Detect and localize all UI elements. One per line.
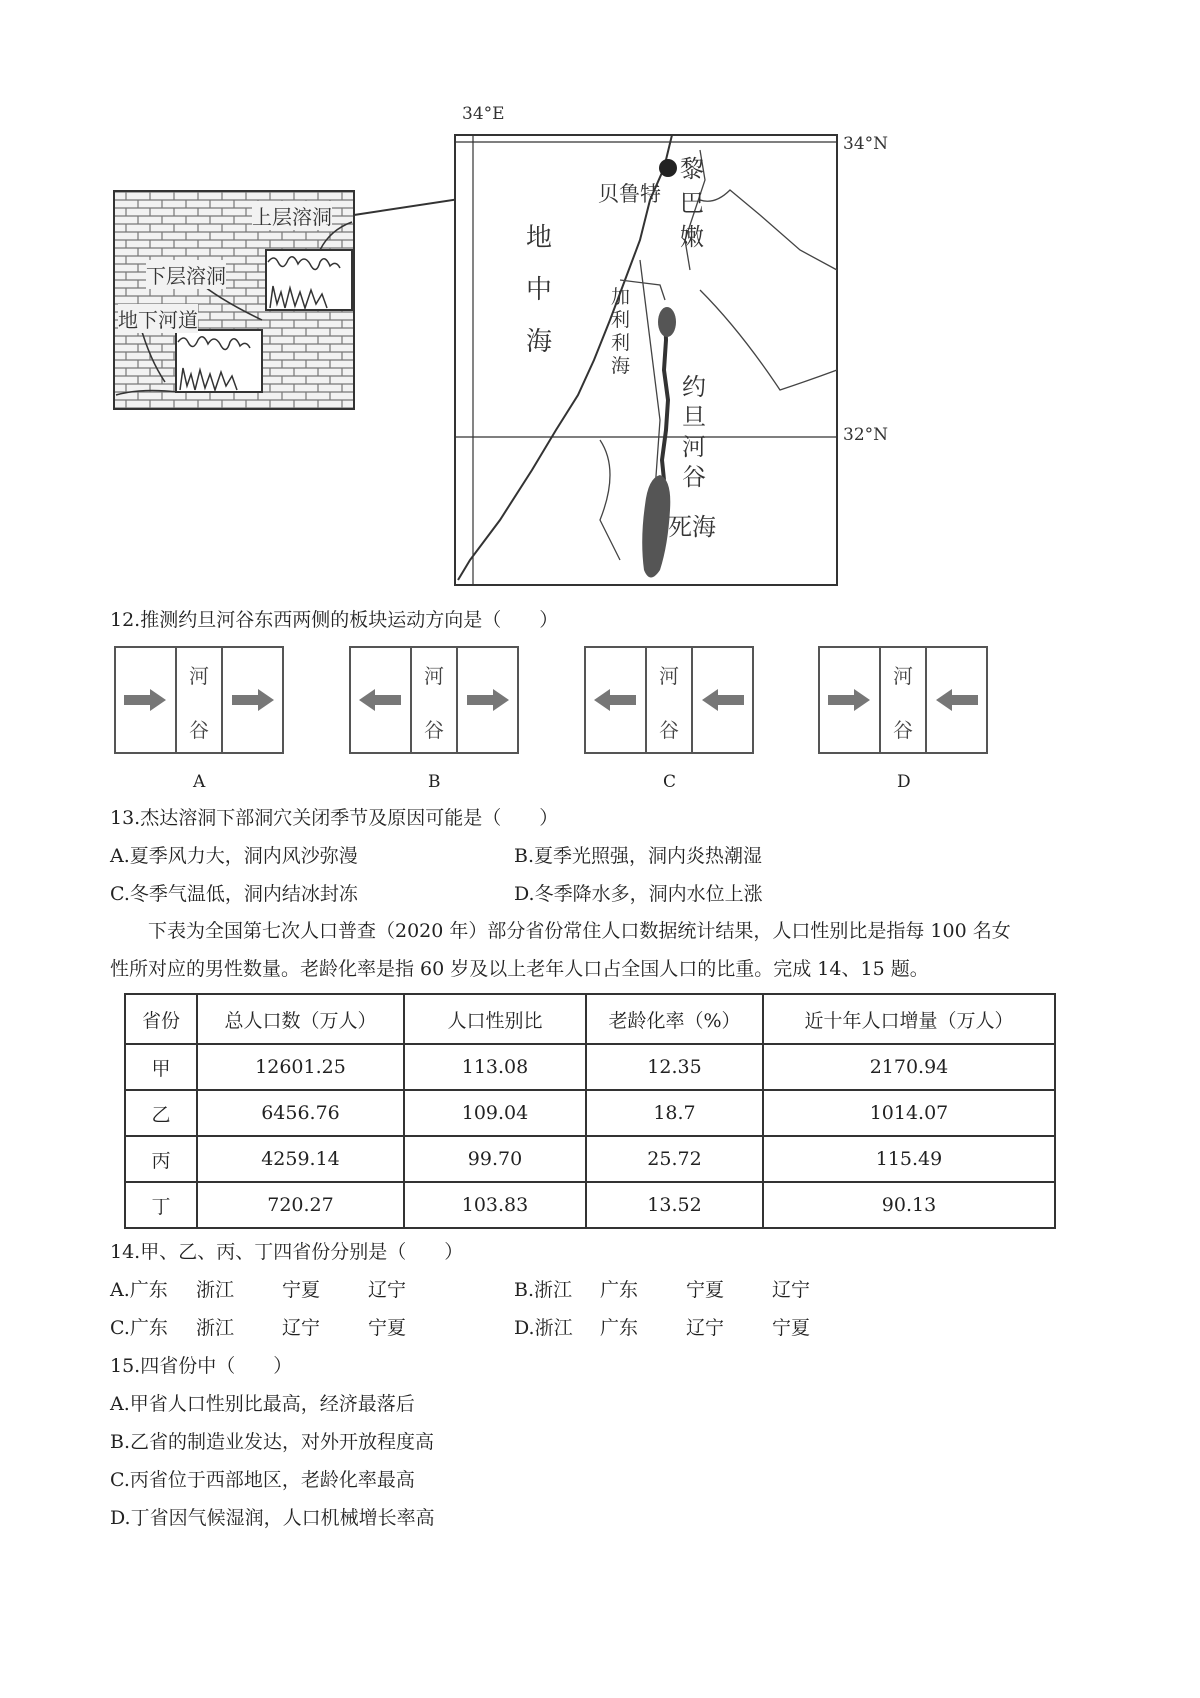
cell-total: 4259.14 <box>197 1136 404 1182</box>
valley-char-1: 河 <box>424 664 444 688</box>
cell-total: 720.27 <box>197 1182 404 1228</box>
upper-cave-label: 上层溶洞 <box>252 201 332 230</box>
option-part: 浙江 <box>196 1279 235 1301</box>
cell-province: 丁 <box>125 1182 197 1228</box>
valley-column <box>645 648 693 752</box>
cell-province: 丙 <box>125 1136 197 1182</box>
cell-province: 甲 <box>125 1044 197 1090</box>
option-part: 宁夏 <box>686 1279 725 1301</box>
cell-ratio: 103.83 <box>404 1182 586 1228</box>
valley-char-2: 谷 <box>424 718 444 742</box>
lon-label: 34°E <box>462 104 505 124</box>
option-part: A.广东 <box>110 1279 168 1301</box>
option-part: 宁夏 <box>368 1317 407 1339</box>
q15-option-a: A.甲省人口性别比最高，经济最落后 <box>110 1393 415 1415</box>
cell-increase: 90.13 <box>763 1182 1055 1228</box>
map-svg <box>0 0 1200 600</box>
option-part: D.浙江 <box>514 1317 573 1339</box>
arrow-left-icon <box>700 688 746 712</box>
q12-option-label-c: C <box>663 772 677 792</box>
arrow-right-icon <box>122 688 168 712</box>
header-total-population: 总人口数（万人） <box>197 994 404 1044</box>
valley-column <box>879 648 927 752</box>
cell-aging: 25.72 <box>586 1136 763 1182</box>
cell-province: 乙 <box>125 1090 197 1136</box>
valley-char-1: 河 <box>659 664 679 688</box>
q13-option-c: C.冬季气温低，洞内结冰封冻 <box>110 883 358 905</box>
intro-line-1: 下表为全国第七次人口普查（2020 年）部分省份常住人口数据统计结果，人口性别比是指每 100 名女 <box>148 920 1011 942</box>
upper-cave-chamber <box>266 250 352 310</box>
q14-option-c <box>110 1316 406 1340</box>
option-part: C.广东 <box>110 1317 168 1339</box>
q12-option-box-d <box>818 646 988 754</box>
table-row <box>125 1182 1055 1228</box>
option-part: 辽宁 <box>772 1279 811 1301</box>
valley-char-2: 谷 <box>189 718 209 742</box>
sea-label: 地中海 <box>526 223 553 357</box>
header-aging-rate: 老龄化率（%） <box>586 994 763 1044</box>
q12-option-label-a: A <box>193 772 206 792</box>
lebanon-label: 黎巴嫩 <box>680 155 704 251</box>
option-part: 广东 <box>600 1279 639 1301</box>
cell-total: 6456.76 <box>197 1090 404 1136</box>
table-row <box>125 1044 1055 1090</box>
table-row <box>125 1090 1055 1136</box>
q12-option-label-b: B <box>428 772 441 792</box>
q12-option-label-d: D <box>897 772 911 792</box>
q14-text: 14.甲、乙、丙、丁四省份分别是（ ） <box>110 1241 464 1263</box>
cell-increase: 115.49 <box>763 1136 1055 1182</box>
q13-option-b: B.夏季光照强，洞内炎热潮湿 <box>514 845 763 867</box>
cell-ratio: 109.04 <box>404 1090 586 1136</box>
arrow-left-icon <box>357 688 403 712</box>
valley-column <box>410 648 458 752</box>
arrow-right-icon <box>465 688 511 712</box>
galilee-label: 加利利海 <box>611 286 631 377</box>
q12-option-box-c <box>584 646 754 754</box>
header-sex-ratio: 人口性别比 <box>404 994 586 1044</box>
valley-char-2: 谷 <box>659 718 679 742</box>
q15-option-d: D.丁省因气候湿润，人口机械增长率高 <box>110 1507 435 1529</box>
table-header-row <box>125 994 1055 1044</box>
map-figure <box>0 0 1200 600</box>
q15-option-c: C.丙省位于西部地区，老龄化率最高 <box>110 1469 415 1491</box>
option-part: B.浙江 <box>514 1279 573 1301</box>
lower-cave-label: 下层溶洞 <box>146 260 226 289</box>
lower-cave-chamber <box>176 330 262 392</box>
beirut-label: 贝鲁特 <box>598 182 661 206</box>
population-table <box>124 993 1056 1229</box>
q13-option-d: D.冬季降水多，洞内水位上涨 <box>514 883 763 905</box>
cell-ratio: 99.70 <box>404 1136 586 1182</box>
q14-option-b <box>514 1278 810 1302</box>
valley-column <box>175 648 223 752</box>
valley-char-2: 谷 <box>893 718 913 742</box>
cell-total: 12601.25 <box>197 1044 404 1090</box>
q12-option-box-a <box>114 646 284 754</box>
sea-of-galilee <box>658 307 676 337</box>
q12-option-box-b <box>349 646 519 754</box>
table-intro <box>110 912 1070 988</box>
lat-mid-label: 32°N <box>843 425 889 445</box>
option-part: 广东 <box>600 1317 639 1339</box>
option-part: 辽宁 <box>282 1317 321 1339</box>
lat-top-label: 34°N <box>843 134 889 154</box>
arrow-left-icon <box>934 688 980 712</box>
q14-option-d <box>514 1316 810 1340</box>
intro-line-2: 性所对应的男性数量。老龄化率是指 60 岁及以上老年人口占全国人口的比重。完成 14、15 题。 <box>110 958 929 980</box>
q14-option-a <box>110 1278 406 1302</box>
table-row <box>125 1136 1055 1182</box>
cell-aging: 18.7 <box>586 1090 763 1136</box>
arrow-right-icon <box>826 688 872 712</box>
arrow-left-icon <box>592 688 638 712</box>
q13-option-a: A.夏季风力大，洞内风沙弥漫 <box>110 845 358 867</box>
q13-text: 13.杰达溶洞下部洞穴关闭季节及原因可能是（ ） <box>110 807 559 829</box>
cell-aging: 13.52 <box>586 1182 763 1228</box>
q15-text: 15.四省份中（ ） <box>110 1355 293 1377</box>
dead-sea-label: 死海 <box>668 513 716 541</box>
header-province: 省份 <box>125 994 197 1044</box>
cell-increase: 1014.07 <box>763 1090 1055 1136</box>
cell-aging: 12.35 <box>586 1044 763 1090</box>
arrow-right-icon <box>230 688 276 712</box>
cell-increase: 2170.94 <box>763 1044 1055 1090</box>
valley-char-1: 河 <box>189 664 209 688</box>
cell-ratio: 113.08 <box>404 1044 586 1090</box>
q15-option-b: B.乙省的制造业发达，对外开放程度高 <box>110 1431 435 1453</box>
option-part: 辽宁 <box>686 1317 725 1339</box>
beirut-dot <box>659 159 677 177</box>
option-part: 宁夏 <box>772 1317 811 1339</box>
header-population-increase: 近十年人口增量（万人） <box>763 994 1055 1044</box>
q12-text: 12.推测约旦河谷东西两侧的板块运动方向是（ ） <box>110 609 559 631</box>
underground-river-label: 地下河道 <box>118 304 198 333</box>
option-part: 宁夏 <box>282 1279 321 1301</box>
jordan-valley-label: 约旦河谷 <box>682 373 706 491</box>
option-part: 浙江 <box>196 1317 235 1339</box>
option-part: 辽宁 <box>368 1279 407 1301</box>
valley-char-1: 河 <box>893 664 913 688</box>
